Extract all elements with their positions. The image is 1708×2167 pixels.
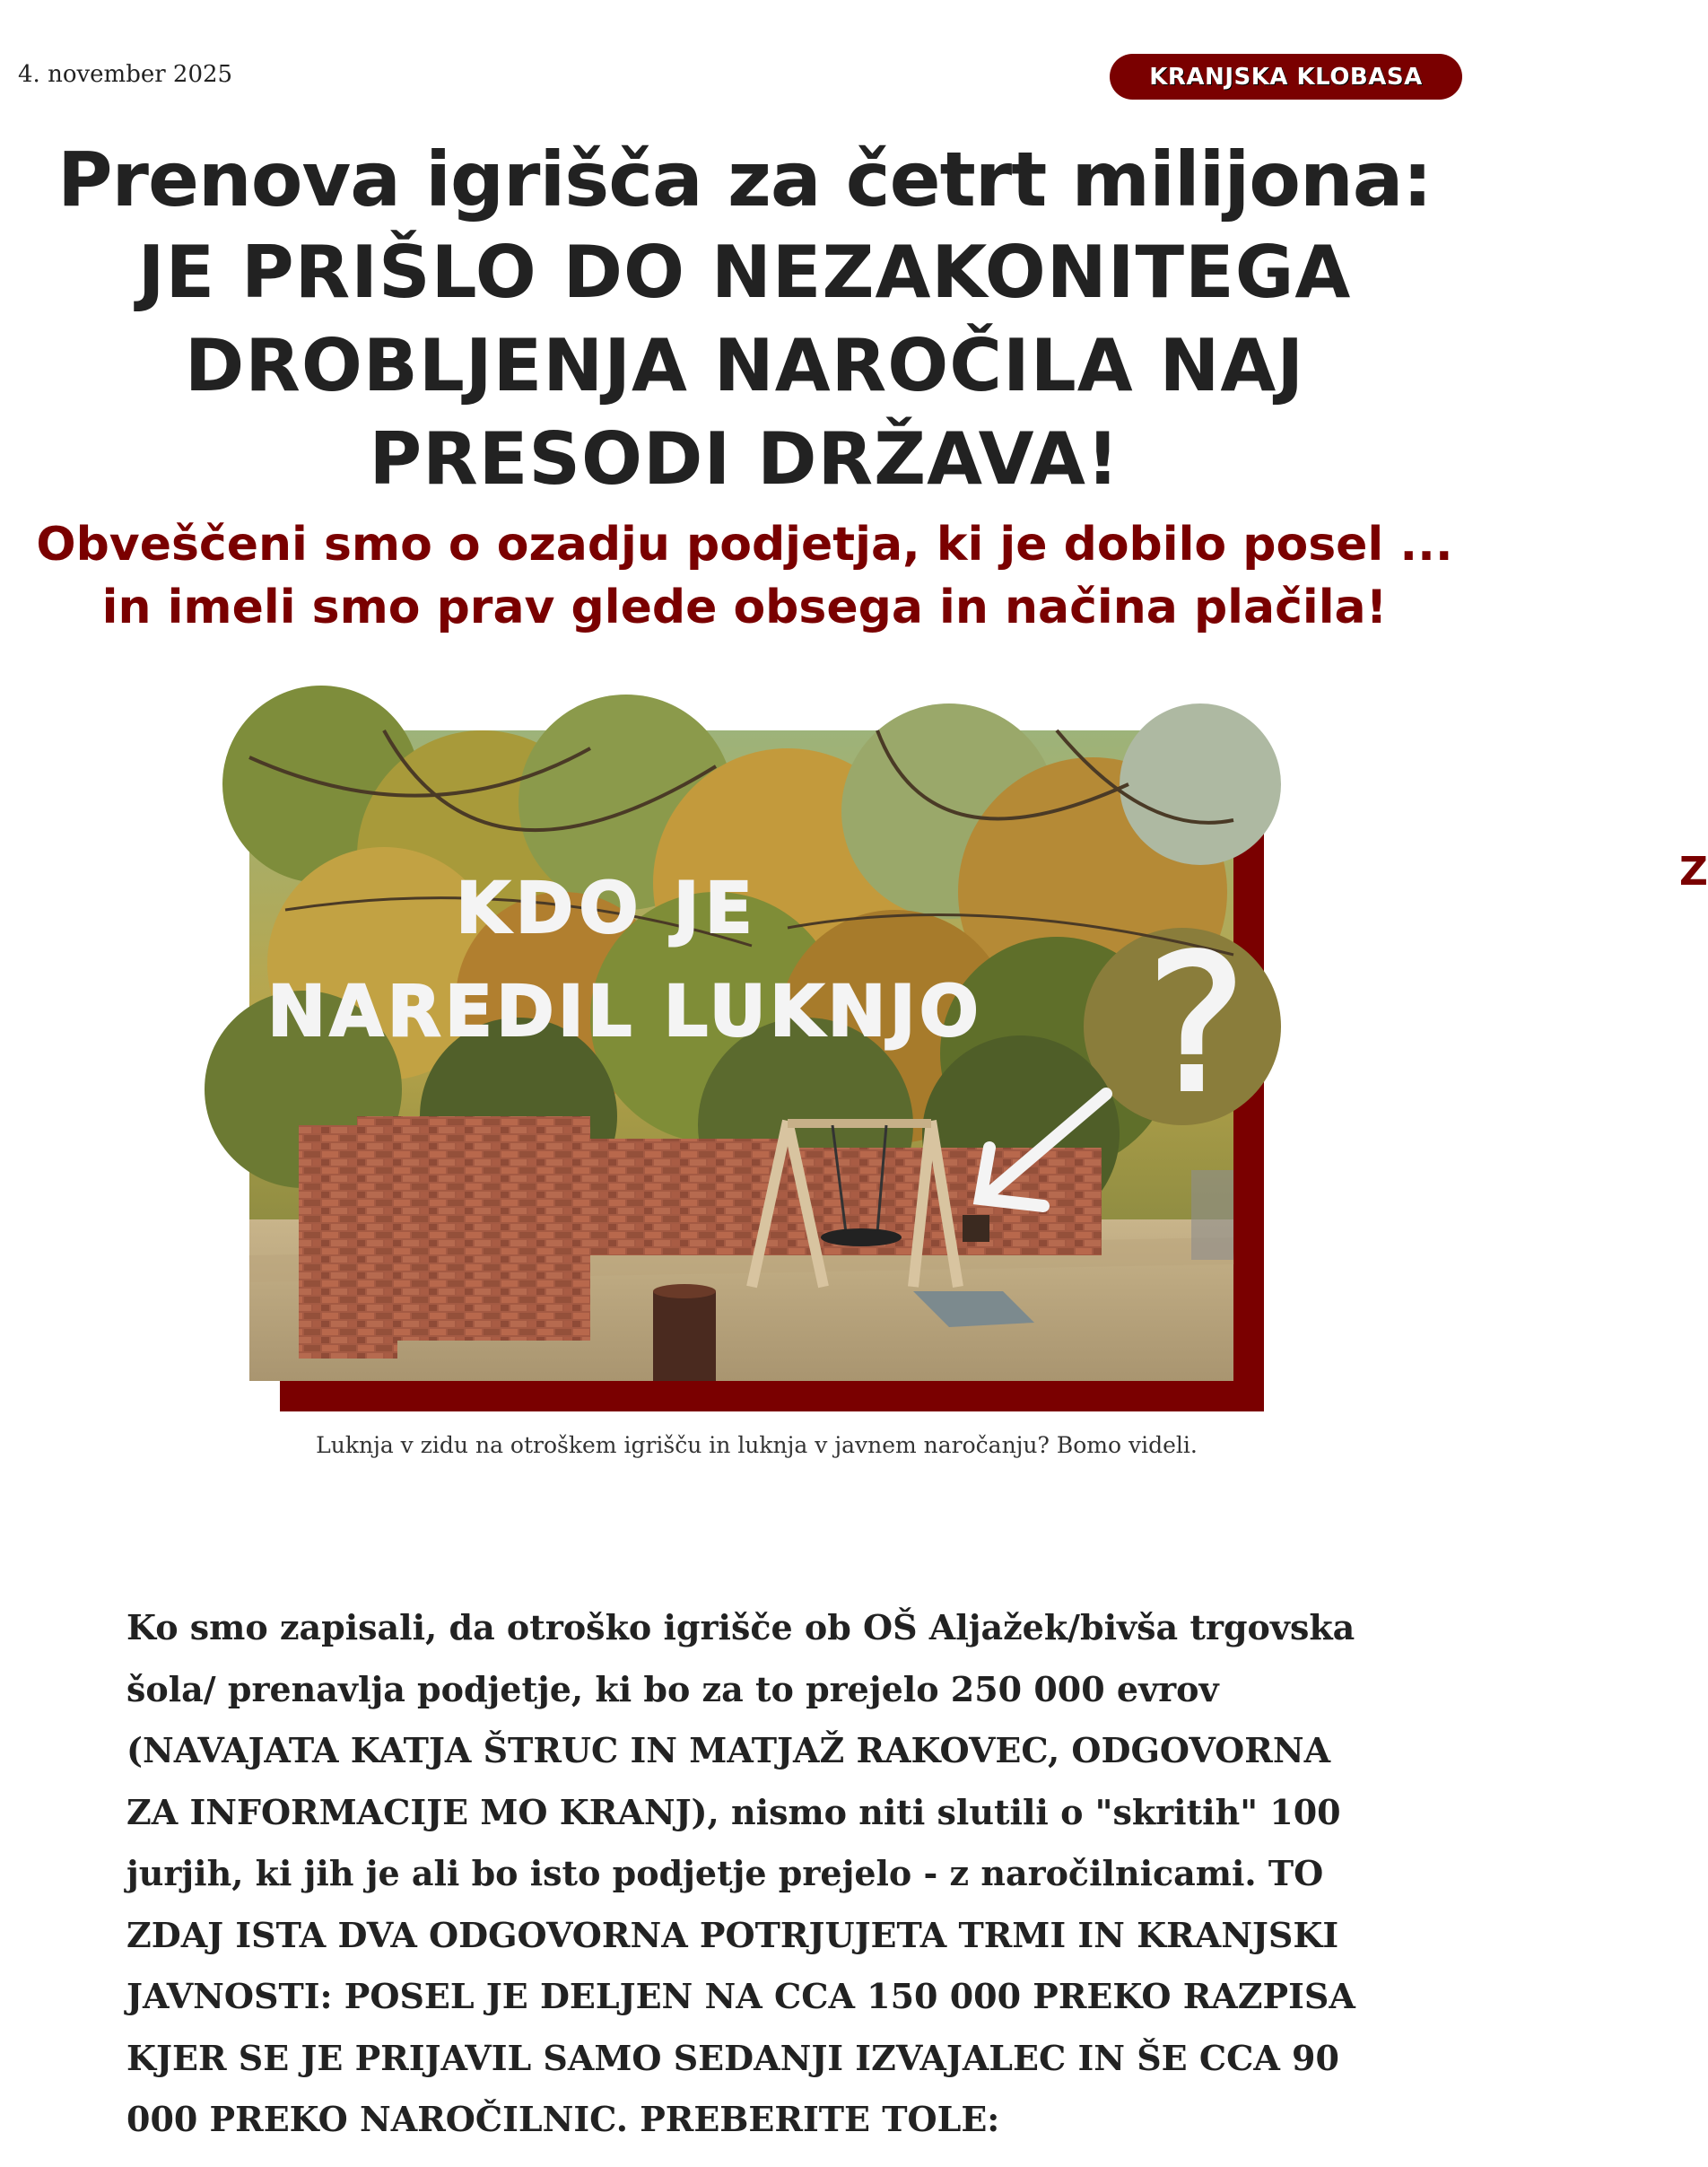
article-headline [18,133,1471,506]
handwritten-kdo-je: KDO JE [456,869,758,949]
handwritten-naredil-luknjo: NAREDIL LUKNJO [267,972,982,1053]
headline-line-1: Prenova igrišča za četrt milijona: [57,135,1433,223]
article-date: 4. november 2025 [18,61,233,88]
category-badge[interactable]: KRANJSKA KLOBASA [1110,54,1462,100]
clipped-edge-glyph: Z [1679,849,1708,895]
headline-main: JE PRIŠLO DO NEZAKONITEGA DROBLJENJA NAROČILA NAJ PRESODI DRŽAVA! [137,231,1352,501]
handwritten-question-mark: ? [1146,914,1247,1134]
image-caption: Luknja v zidu na otroškem igrišču in luknja v javnem naročanju? Bomo videli. [316,1432,1198,1458]
article-body: Ko smo zapisali, da otroško igrišče ob OŠ Aljažek/bivša trgovska šola/ prenavlja podjetje, ki bo za to prejelo 250 000 evrov (NAVAJATA KATJA ŠTRUC IN MATJAŽ RAKOVEC, ODGOVORNA ZA INFORMACIJE MO KRANJ), nismo niti slutili o "skritih" 100 jurjih, ki jih je ali bo isto podjetje prejelo - z naročilnicami. TO ZDAJ ISTA DVA ODGOVORNA POTRJUJETA TRMI IN KRANJSKI JAVNOSTI: POSEL JE DELJEN NA CCA 150 000 PREKO RAZPISA KJER SE JE PRIJAVIL SAMO SEDANJI IZVAJALEC IN ŠE CCA 90 000 PREKO NAROČILNIC. PREBERITE TOLE: [126,1607,1355,2139]
article-image [249,730,1247,1381]
playground-photo [249,730,1247,1381]
article-subtitle: Obveščeni smo o ozadju podjetja, ki je dobilo posel ... in imeli smo prav glede obsega in načina plačila! [36,518,1453,634]
